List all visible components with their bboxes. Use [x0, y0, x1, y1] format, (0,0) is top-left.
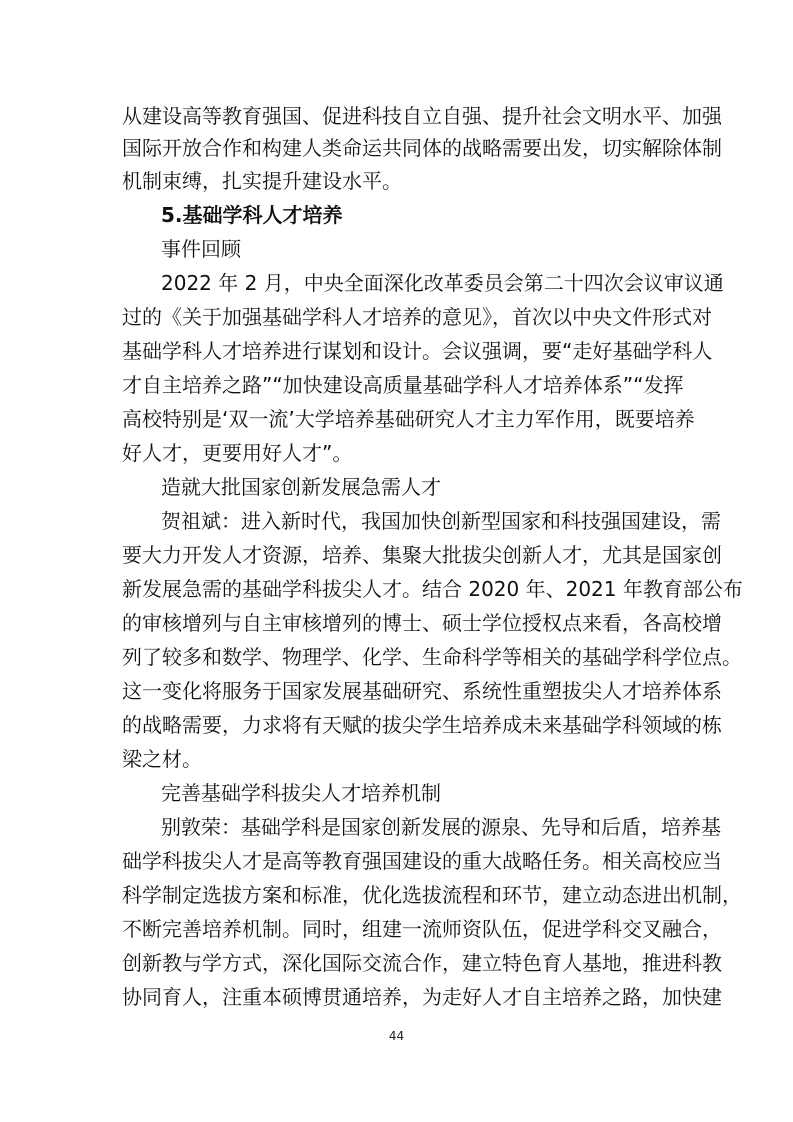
- paragraph-line: 机制束缚，扎实提升建设水平。: [122, 169, 402, 193]
- section-heading: 5.基础学科人才培养: [161, 203, 343, 227]
- paragraph-line: 础学科拔尖人才是高等教育强国建设的重大战略任务。相关高校应当: [122, 849, 722, 873]
- paragraph-line: 才自主培养之路”“加快建设高质量基础学科人才培养体系”“发挥: [122, 373, 684, 397]
- paragraph-line: 协同育人，注重本硕博贯通培养，为走好人才自主培养之路，加快建: [122, 985, 722, 1009]
- paragraph-line: 的审核增列与自主审核增列的博士、硕士学位授权点来看，各高校增: [122, 611, 722, 635]
- paragraph-line: 新发展急需的基础学科拔尖人才。结合 2020 年、2021 年教育部公布: [122, 577, 743, 601]
- paragraph-line: 不断完善培养机制。同时，组建一流师资队伍，促进学科交叉融合，: [122, 917, 722, 941]
- paragraph-line: 国际开放合作和构建人类命运共同体的战略需要出发，切实解除体制: [122, 136, 722, 160]
- paragraph-line: 2022 年 2 月，中央全面深化改革委员会第二十四次会议审议通: [161, 271, 724, 295]
- paragraph-line: 这一变化将服务于国家发展基础研究、系统性重塑拔尖人才培养体系: [122, 679, 722, 703]
- subheading: 造就大批国家创新发展急需人才: [161, 475, 441, 499]
- subheading: 完善基础学科拔尖人才培养机制: [161, 781, 441, 805]
- subheading: 事件回顾: [161, 237, 241, 261]
- paragraph-line: 从建设高等教育强国、促进科技自立自强、提升社会文明水平、加强: [122, 104, 722, 128]
- page-number: 44: [388, 1029, 405, 1043]
- paragraph-line: 列了较多和数学、物理学、化学、生命科学等相关的基础学科学位点。: [122, 645, 742, 669]
- paragraph-line: 好人才，更要用好人才”。: [122, 441, 353, 465]
- paragraph-line: 要大力开发人才资源，培养、集聚大批拔尖创新人才，尤其是国家创: [122, 543, 722, 567]
- paragraph-line: 梁之材。: [122, 747, 202, 771]
- paragraph-line: 科学制定选拔方案和标准，优化选拔流程和环节，建立动态进出机制，: [122, 883, 742, 907]
- paragraph-line: 的战略需要，力求将有天赋的拔尖学生培养成未来基础学科领域的栋: [122, 713, 722, 737]
- paragraph-line: 高校特别是‘双一流’大学培养基础研究人才主力军作用，既要培养: [122, 407, 695, 431]
- paragraph-line: 贺祖斌：进入新时代，我国加快创新型国家和科技强国建设，需: [161, 509, 721, 533]
- paragraph-line: 过的《关于加强基础学科人才培养的意见》，首次以中央文件形式对: [122, 305, 712, 329]
- paragraph-line: 别敦荣：基础学科是国家创新发展的源泉、先导和后盾，培养基: [161, 815, 721, 839]
- paragraph-line: 基础学科人才培养进行谋划和设计。会议强调，要“走好基础学科人: [122, 339, 713, 363]
- paragraph-line: 创新教与学方式，深化国际交流合作，建立特色育人基地，推进科教: [122, 951, 722, 975]
